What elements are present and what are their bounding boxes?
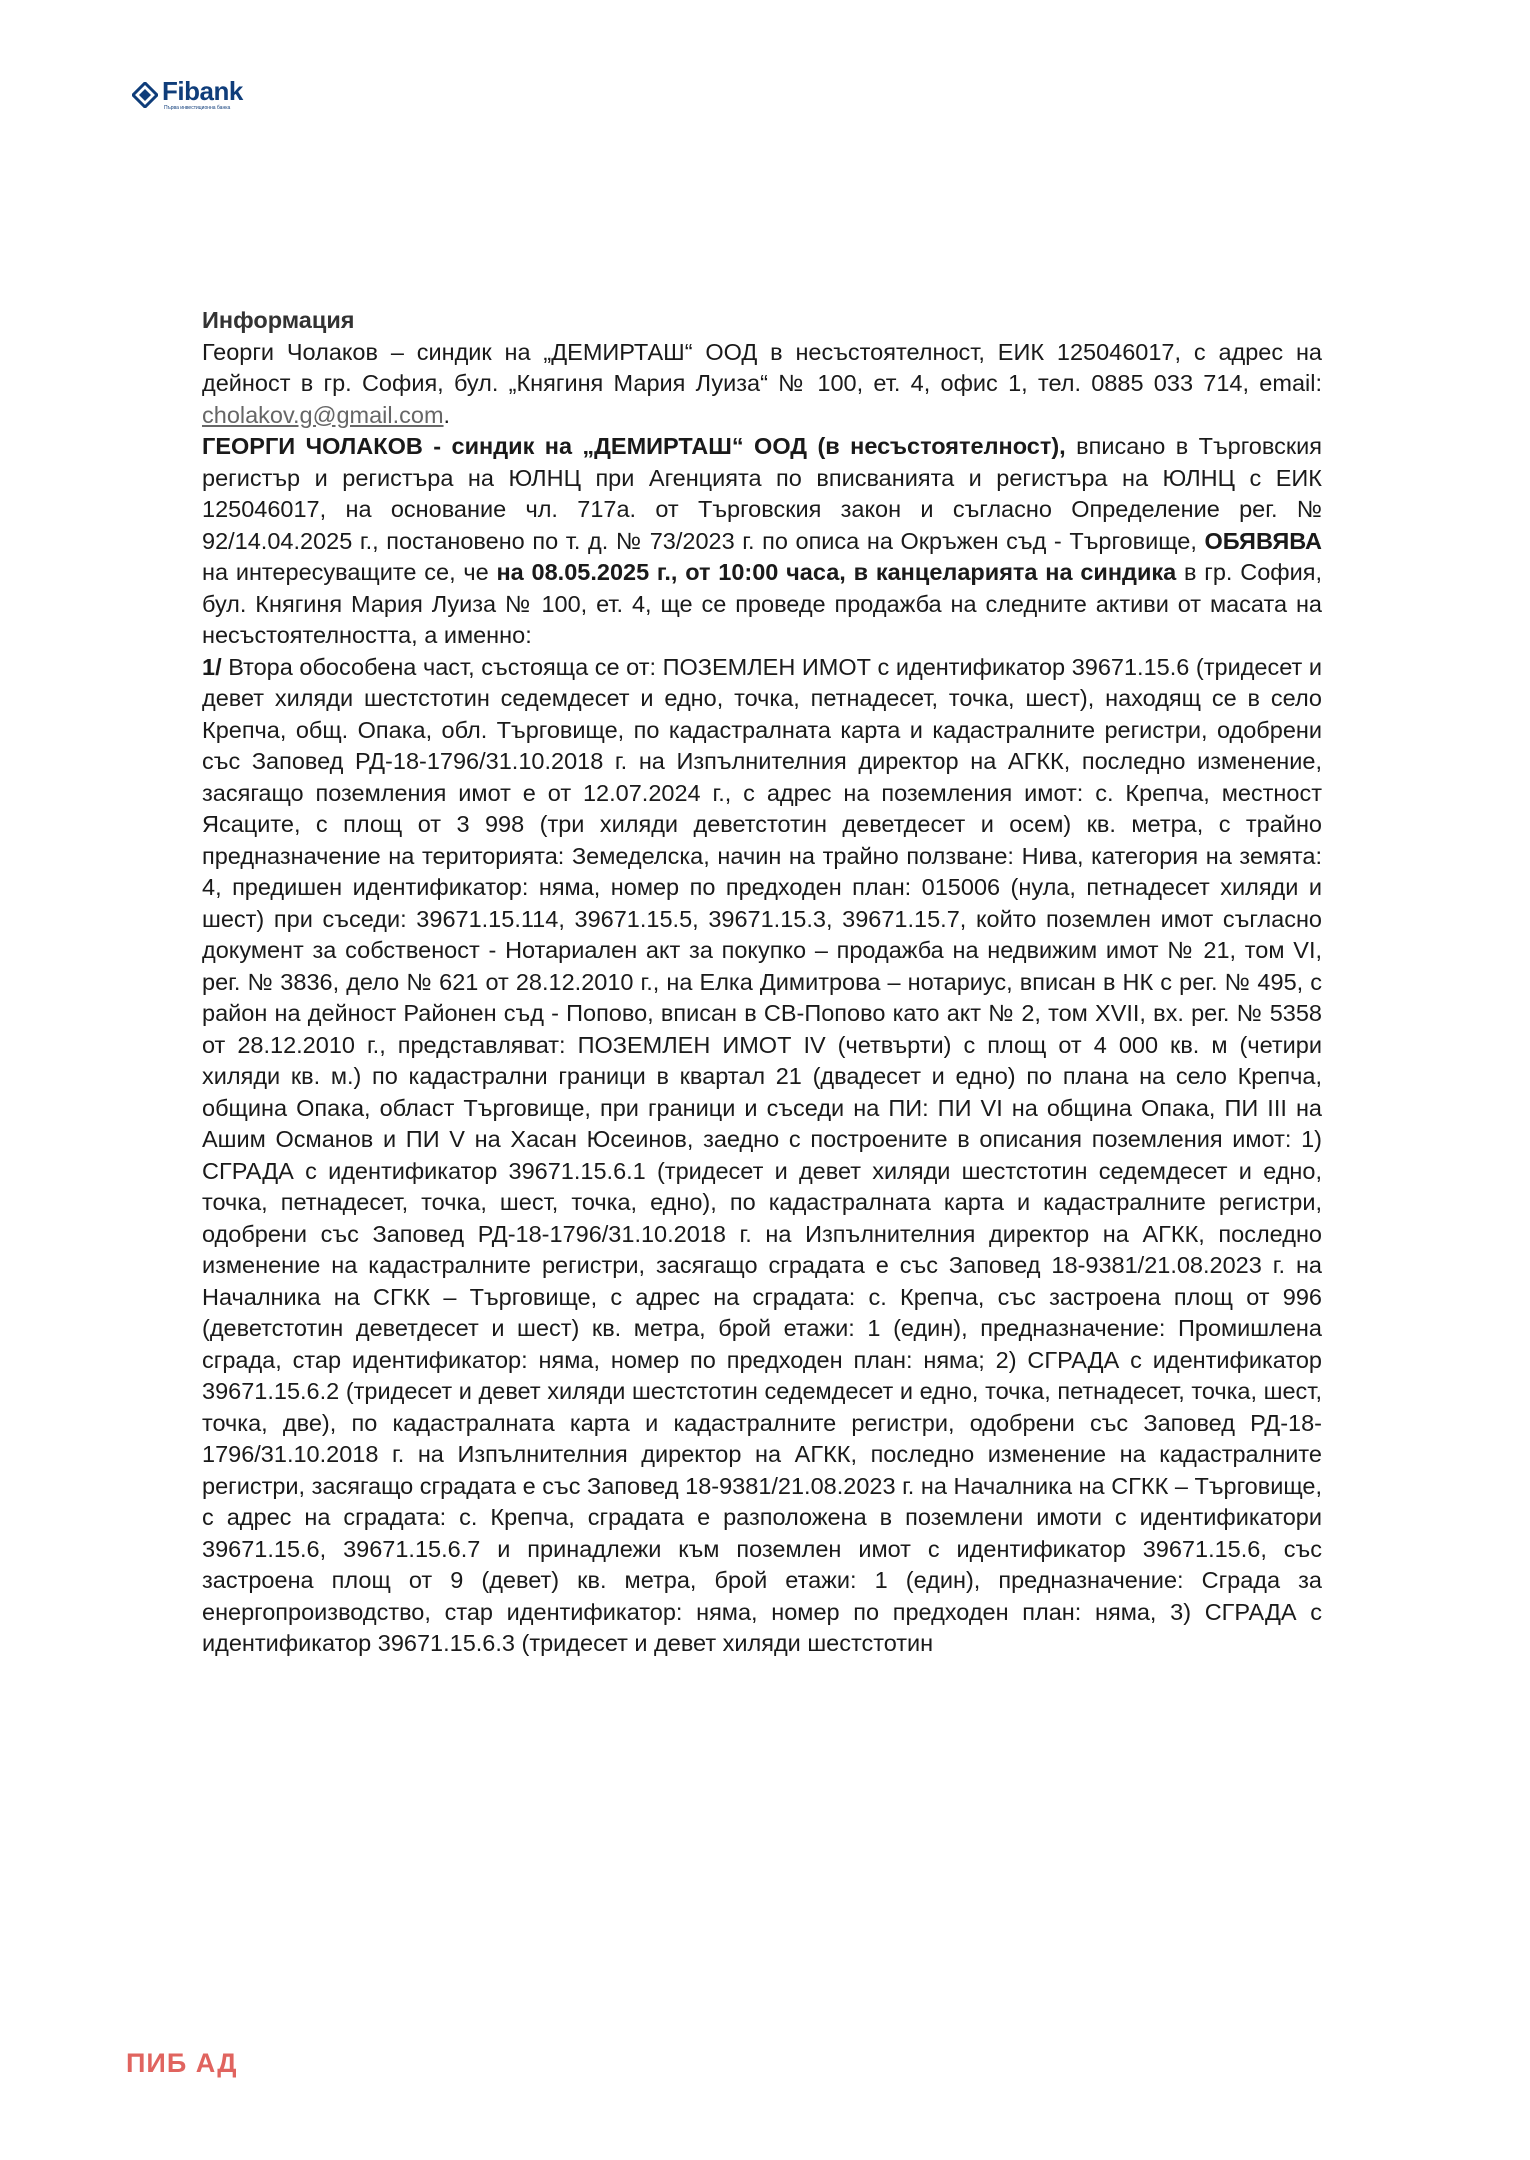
announcement-paragraph bbox=[202, 431, 1322, 652]
intro-end: . bbox=[443, 401, 451, 428]
intro-text: Георги Чолаков – синдик на „ДЕМИРТАШ“ ООД в несъстоятелност, ЕИК 125046017, с адрес на дейност в гр. София, бул. „Княгиня Мария Луиза“ № 100, ет. 4, офис 1, тел. 0885 033 714, email: bbox=[202, 338, 1322, 396]
brand-tagline: Първа инвестиционна банка bbox=[164, 105, 231, 111]
fibank-diamond-icon bbox=[132, 82, 158, 108]
brand-name: Fibank bbox=[162, 76, 243, 106]
intro-paragraph bbox=[202, 337, 1322, 432]
fibank-logo bbox=[132, 78, 243, 111]
announcement-text-1: вписано в Търговския регистър и регистъра на ЮЛНЦ при Агенцията по вписванията и регистъра на ЮЛНЦ с ЕИК 125046017, на основание чл. 717а. от Търговския закон и съгласно Определение рег. № 92/14.04.2025 г., постановено по т. д. № 73/2023 г. по описа на Окръжен съд - Търговище, bbox=[202, 433, 1322, 554]
document-heading: Информация bbox=[202, 307, 355, 333]
announcement-bold-3: на 08.05.2025 г., от 10:00 часа, в канцеларията на синдика bbox=[496, 559, 1177, 585]
document-body bbox=[202, 305, 1322, 1660]
announcement-bold-1: ГЕОРГИ ЧОЛАКОВ - синдик на „ДЕМИРТАШ“ ООД (в несъстоятелност), bbox=[202, 433, 1066, 459]
email-link[interactable]: cholakov.g@gmail.com bbox=[202, 401, 444, 428]
announcement-text-2: на интересуващите се, че bbox=[202, 559, 497, 585]
announcement-bold-2: ОБЯВЯВА bbox=[1204, 527, 1322, 554]
item-1-number: 1/ bbox=[202, 653, 222, 680]
item-1-text: Втора обособена част, състояща се от: ПОЗЕМЛЕН ИМОТ с идентификатор 39671.15.6 (тридесет и девет хиляди шестстотин седемдесет и едно, точка, петнадесет, точка, шест), находящ се в село Крепча, общ. Опака, обл. Търговище, по кадастралната карта и кадастралните регистри, одобрени със Заповед РД-18-1796/31.10.2018 г. на Изпълнителния директор на АГКК, последно изменение, засягащо поземления имот е от 12.07.2024 г., с адрес на поземления имот: с. Крепча, местност Ясаците, с площ от 3 998 (три хиляди деветстотин деветдесет и осем) кв. метра, с трайно предназначение на територията: Земеделска, начин на трайно ползване: Нива, категория на земята: 4, предишен идентификатор: няма, номер по предходен план: 015006 (нула, петнадесет хиляди и шест) при съседи: 39671.15.114, 39671.15.5, 39671.15.3, 39671.15.7, който поземлен имот съгласно документ за собственост - Нотариален акт за покупко – продажба на недвижим имот № 21, том VI, рег. № 3836, дело № 621 от 28.12.2010 г., на Елка Димитрова – нотариус, вписан в НК с рег. № 495, с район на дейност Районен съд - Попово, вписан в СВ-Попово като акт № 2, том XVII, вх. рег. № 5358 от 28.12.2010 г., представляват: ПОЗЕМЛЕН ИМОТ IV (четвърти) с площ от 4 000 кв. м (четири хиляди кв. м.) по кадастрални граници в квартал 21 (двадесет и едно) по плана на село Крепча, община Опака, област Търговище, при граници и съседи на ПИ: ПИ VI на община Опака, ПИ III на Ашим Османов и ПИ V на Хасан Юсеинов, заедно с построените в описания поземления имот: 1) СГРАДА с идентификатор 39671.15.6.1 (тридесет и девет хиляди шестстотин седемдесет и едно, точка, петнадесет, точка, шест, точка, едно), по кадастралната карта и кадастралните регистри, одобрени със Заповед РД-18-1796/31.10.2018 г. на Изпълнителния директор на АГКК, последно изменение на кадастралните регистри, засягащо сградата е със Заповед 18-9381/21.08.2023 г. на Началника на СГКК – Търговище, с адрес на сградата: с. Крепча, със застроена площ от 996 (деветстотин деветдесет и шест) кв. метра, брой етажи: 1 (един), предназначение: Промишлена сграда, стар идентификатор: няма, номер по предходен план: няма; 2) СГРАДА с идентификатор 39671.15.6.2 (тридесет и девет хиляди шестстотин седемдесет и едно, точка, петнадесет, точка, шест, точка, две), по кадастралната карта и кадастралните регистри, одобрени със Заповед РД-18-1796/31.10.2018 г. на Изпълнителния директор на АГКК, последно изменение на кадастралните регистри, засягащо сградата е със Заповед 18-9381/21.08.2023 г. на Началника на СГКК – Търговище, с адрес на сградата: с. Крепча, сградата е разположена в поземлени имоти с идентификатори 39671.15.6, 39671.15.6.7 и принадлежи към поземлен имот с идентификатор 39671.15.6, със застроена площ от 9 (девет) кв. метра, брой етажи: 1 (един), предназначение: Сграда за енергопроизводство, стар идентификатор: няма, номер по предходен план: няма, 3) СГРАДА с идентификатор 39671.15.6.3 (тридесет и девет хиляди шестстотин bbox=[202, 653, 1322, 1656]
footer-stamp: ПИБ АД bbox=[126, 2048, 238, 2078]
item-1-paragraph bbox=[202, 652, 1322, 1660]
announcement-text-3: в гр. София, бул. Княгиня Мария Луиза № 100, ет. 4, ще се проведе продажба на следните активи от масата на несъстоятелността, а именно: bbox=[202, 559, 1322, 648]
